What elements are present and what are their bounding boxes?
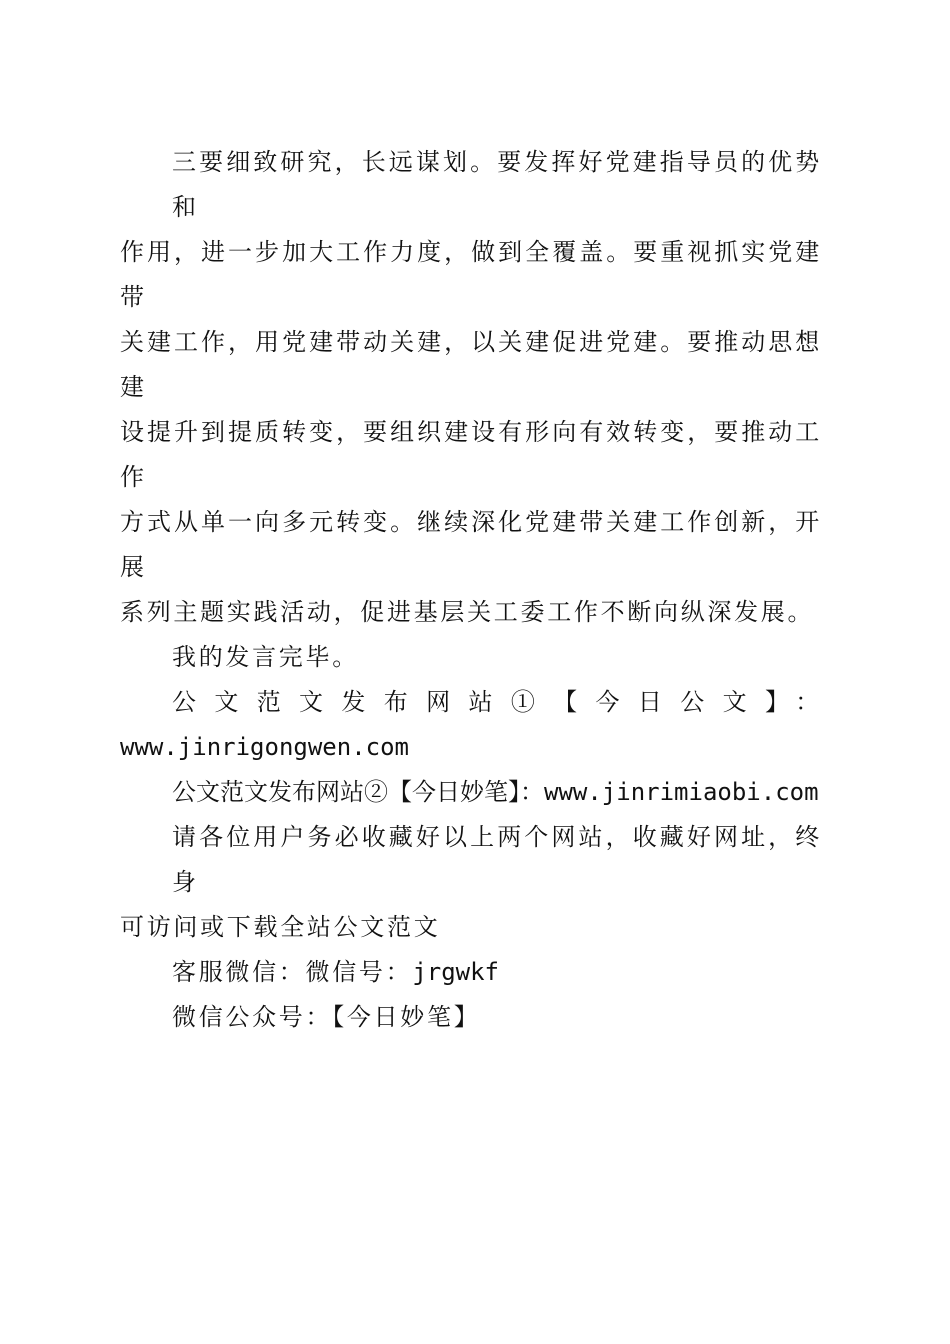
site-1-label: 公文范文发布网站①【今日公文】： [172,688,822,716]
site-1-url[interactable] [120,725,822,770]
service-wechat-label: 客服微信：微信号： [172,958,413,986]
document-body [120,140,822,1040]
service-wechat-line [120,950,822,995]
paragraph-research-planning [120,140,822,635]
closing-remark: 我的发言完毕。 [172,643,359,671]
paragraph-line: 作用，进一步加大工作力度，做到全覆盖。要重视抓实党建带 [120,238,822,311]
site-1-url-text[interactable]: www.jinrigongwen.com [120,733,409,761]
paragraph-line: 关建工作，用党建带动关建，以关建促进党建。要推动思想建 [120,328,822,401]
site-2-url[interactable]: www.jinrimiaobi.com [544,778,819,806]
site-2-line [120,770,822,815]
notice-line-2: 可访问或下载全站公文范文 [120,913,441,941]
paragraph-line: 系列主题实践活动，促进基层关工委工作不断向纵深发展。 [120,598,815,626]
service-wechat-id: jrgwkf [412,958,500,986]
notice-line-1: 请各位用户务必收藏好以上两个网站，收藏好网址，终身 [172,823,822,896]
official-account-line: 微信公众号：【今日妙笔】 [172,1003,481,1031]
paragraph-line: 方式从单一向多元转变。继续深化党建带关建工作创新，开展 [120,508,822,581]
site-2-label: 公文范文发布网站②【今日妙笔】： [172,778,544,806]
paragraph-line: 三要细致研究，长远谋划。要发挥好党建指导员的优势和 [172,148,822,221]
paragraph-line: 设提升到提质转变，要组织建设有形向有效转变，要推动工作 [120,418,822,491]
